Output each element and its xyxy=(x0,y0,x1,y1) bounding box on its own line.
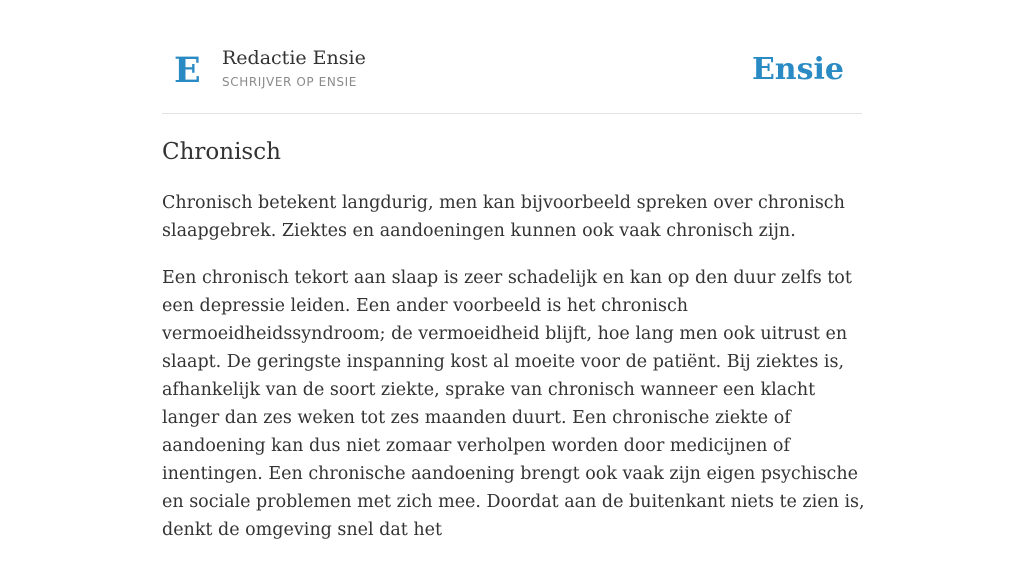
author-role: SCHRIJVER OP ENSIE xyxy=(222,75,357,89)
author-avatar[interactable]: E xyxy=(174,50,201,91)
article-paragraph: Een chronisch tekort aan slaap is zeer schadelijk en kan op den duur zelfs tot een depressie leiden. Een ander voorbeeld is het chronisch vermoeidheidssyndroom; de vermoeidheid blijft, hoe lang men ook uitrust en slaapt. De geringste inspanning kost al moeite voor de patiënt. Bij ziektes is, afhankelijk van de soort ziekte, sprake van chronisch wanneer een klacht langer dan zes weken tot zes maanden duurt. Een chronische ziekte of aandoening kan dus niet zomaar verholpen worden door medicijnen of inentingen. Een chronische aandoening brengt ook vaak zijn eigen psychische en sociale problemen met zich mee. Doordat aan de buitenkant niets te zien is, denkt de omgeving snel dat het xyxy=(162,268,865,540)
article-body xyxy=(162,189,867,563)
author-name[interactable]: Redactie Ensie xyxy=(222,47,366,69)
article-paragraph: Chronisch betekent langdurig, men kan bijvoorbeeld spreken over chronisch slaapgebrek. Ziektes en aandoeningen kunnen ook vaak chronisch zijn. xyxy=(162,193,845,241)
article-header xyxy=(162,0,862,114)
article-card xyxy=(162,0,865,540)
article-title: Chronisch xyxy=(162,139,281,165)
site-logo[interactable]: Ensie xyxy=(751,52,844,87)
